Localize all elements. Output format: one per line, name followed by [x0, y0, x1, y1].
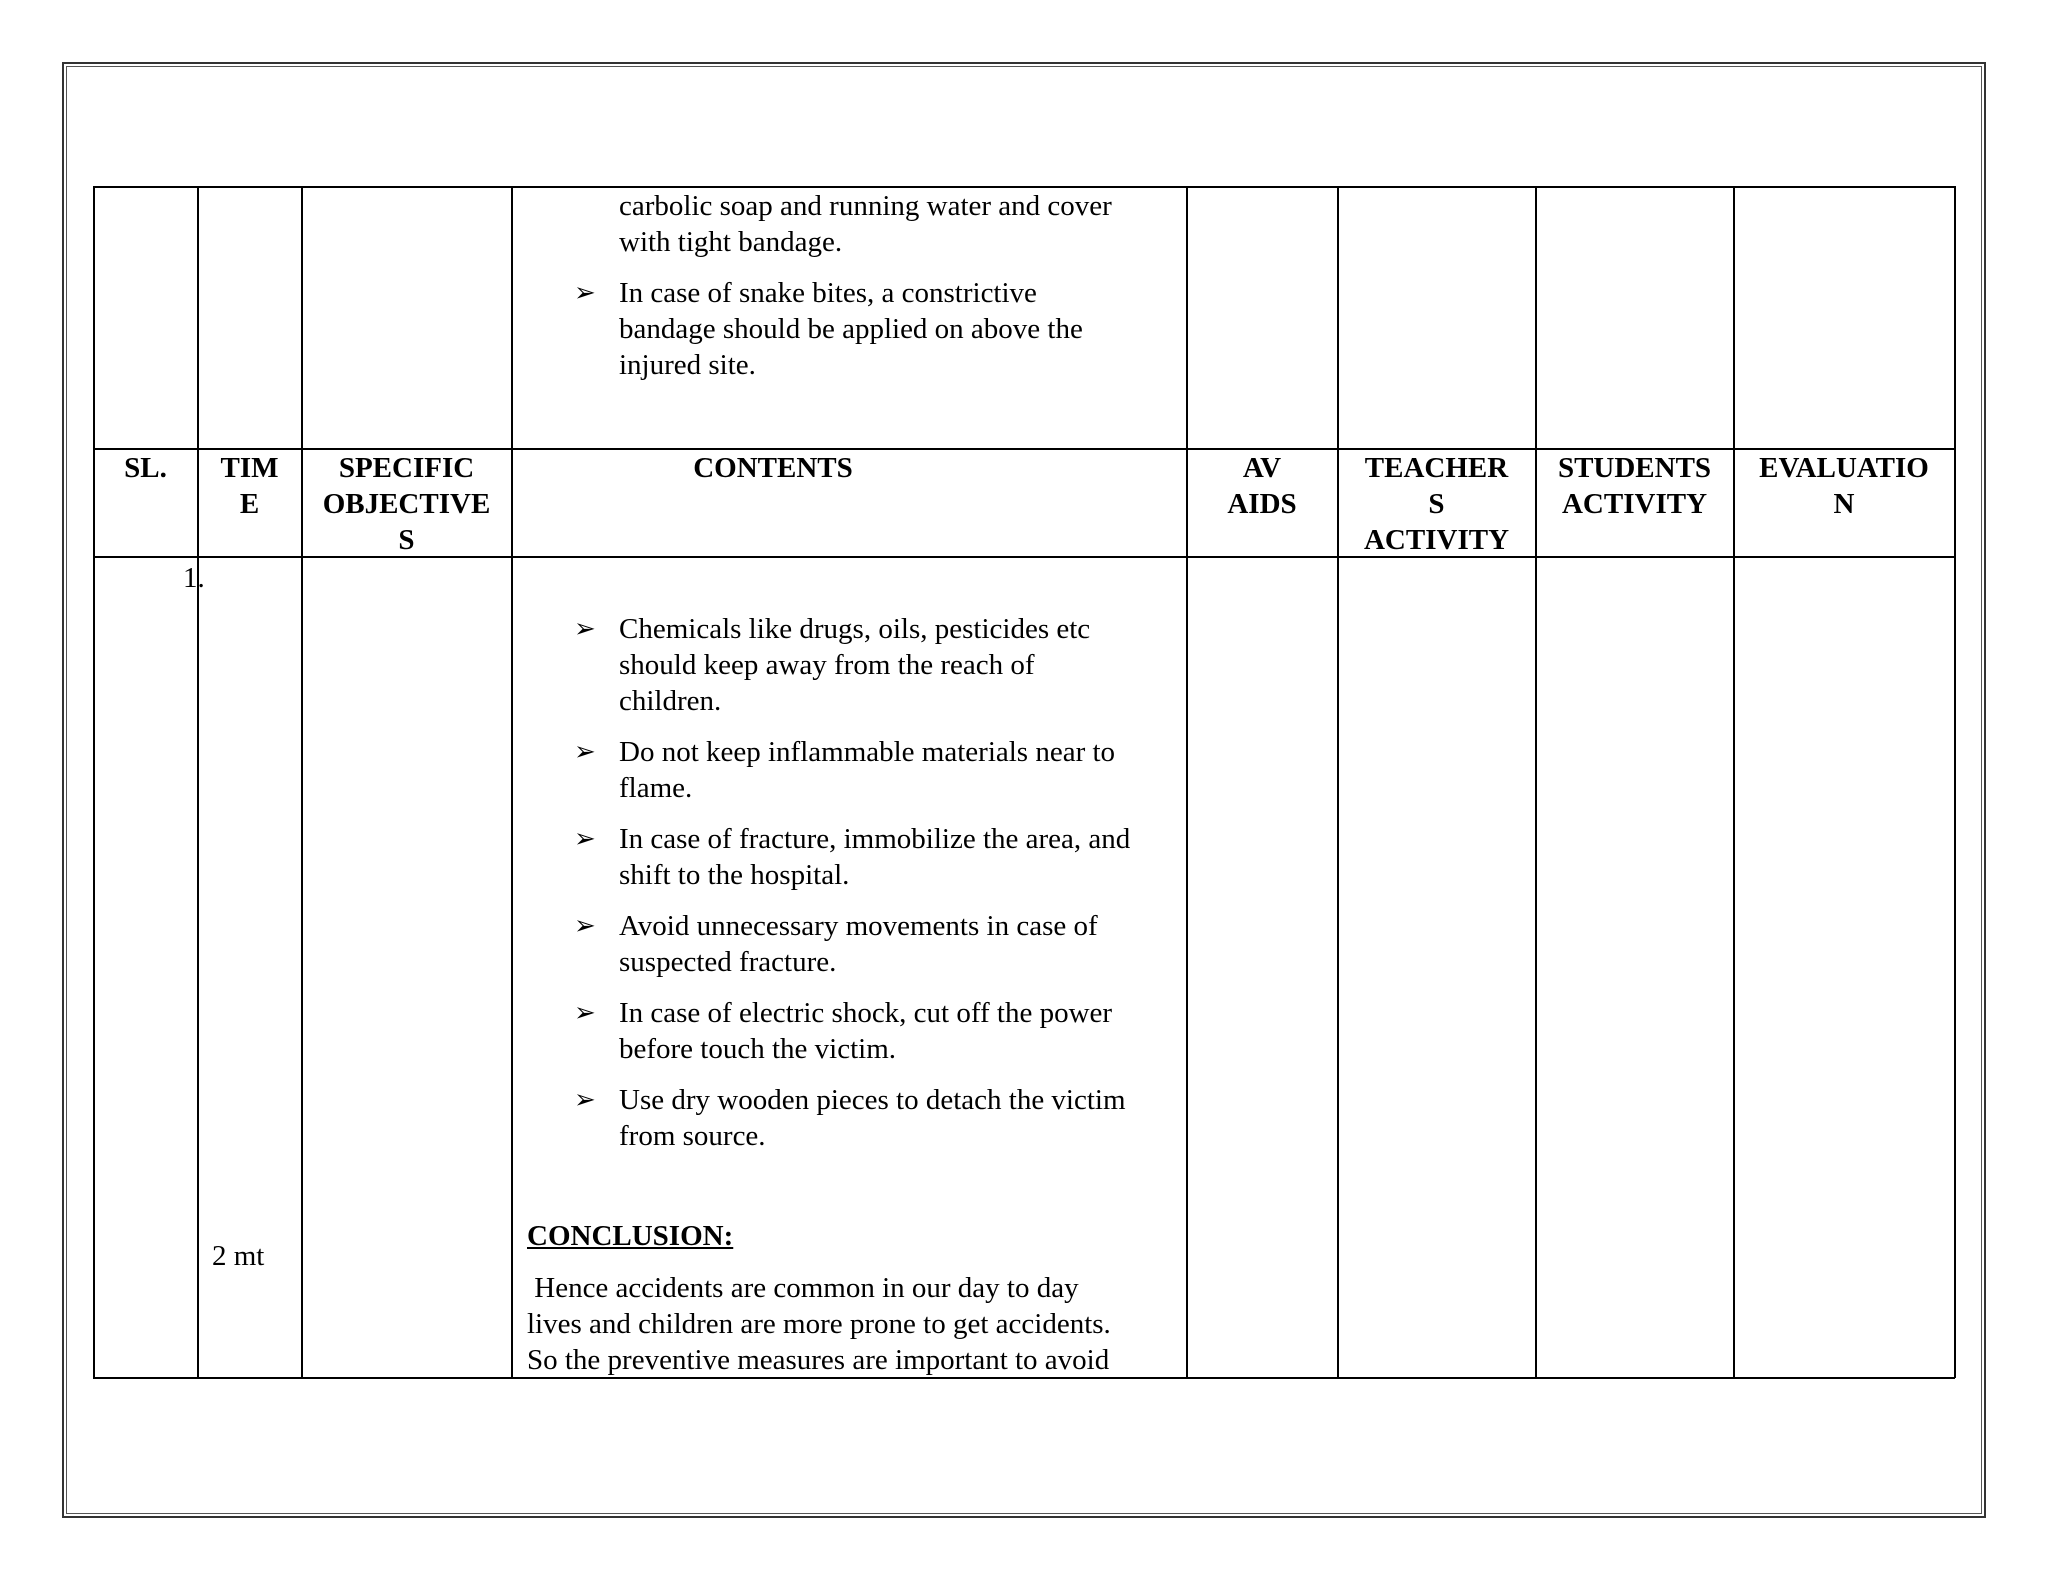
table-line [197, 186, 199, 1378]
contents-continued-line: with tight bandage. [619, 226, 843, 258]
contents-bullet-line: before touch the victim. [619, 1033, 897, 1065]
conclusion-line: Hence accidents are common in our day to day [527, 1272, 1079, 1304]
header-evaluation: EVALUATIO N [1759, 452, 1929, 520]
header-contents: CONTENTS [693, 452, 853, 484]
conclusion-heading: CONCLUSION: [527, 1220, 734, 1252]
header-students-activity: STUDENTS ACTIVITY [1557, 452, 1712, 520]
table-line [93, 186, 95, 1378]
contents-bullet-line: Do not keep inflammable materials near to [619, 736, 1116, 768]
contents-bullet-line: children. [619, 685, 722, 717]
table-line [1535, 186, 1537, 1378]
table-line [1733, 186, 1735, 1378]
header-time: TIM E [220, 452, 279, 520]
contents-bullet-line: In case of fracture, immobilize the area, and [619, 823, 1131, 855]
arrow-bullet-icon: ➢ [574, 911, 596, 940]
arrow-bullet-icon: ➢ [574, 737, 596, 766]
contents-bullet-line: flame. [619, 772, 693, 804]
arrow-bullet-icon: ➢ [574, 614, 596, 643]
header-sl: SL. [124, 452, 167, 484]
arrow-bullet-icon: ➢ [574, 824, 596, 853]
contents-bullet-line: should keep away from the reach of [619, 649, 1035, 681]
table-line [511, 186, 513, 1378]
contents-bullet-line: injured site. [619, 349, 756, 381]
contents-bullet-line: Use dry wooden pieces to detach the victim [619, 1084, 1126, 1116]
contents-bullet-line: suspected fracture. [619, 946, 837, 978]
table-line [1954, 186, 1956, 1378]
header-teachers-activity: TEACHER S ACTIVITY [1363, 452, 1510, 556]
time-value: 2 mt [212, 1240, 265, 1272]
table-line [1337, 186, 1339, 1378]
conclusion-line: So the preventive measures are important to avoid [527, 1344, 1110, 1376]
table-line [1186, 186, 1188, 1378]
table-line [301, 186, 303, 1378]
arrow-bullet-icon: ➢ [574, 278, 596, 307]
arrow-bullet-icon: ➢ [574, 998, 596, 1027]
contents-bullet-line: shift to the hospital. [619, 859, 850, 891]
contents-bullet-line: In case of snake bites, a constrictive [619, 277, 1037, 309]
conclusion-line: lives and children are more prone to get accidents. [527, 1308, 1111, 1340]
contents-bullet-line: from source. [619, 1120, 766, 1152]
contents-bullet-line: In case of electric shock, cut off the power [619, 997, 1113, 1029]
sl-number: 1. [183, 562, 205, 594]
contents-bullet-line: Chemicals like drugs, oils, pesticides etc [619, 613, 1091, 645]
contents-continued-line: carbolic soap and running water and cover [619, 190, 1112, 222]
contents-bullet-line: bandage should be applied on above the [619, 313, 1083, 345]
contents-bullet-line: Avoid unnecessary movements in case of [619, 910, 1098, 942]
arrow-bullet-icon: ➢ [574, 1085, 596, 1114]
header-av-aids: AV AIDS [1227, 452, 1297, 520]
header-specific-objectives: SPECIFIC OBJECTIVE S [322, 452, 491, 556]
